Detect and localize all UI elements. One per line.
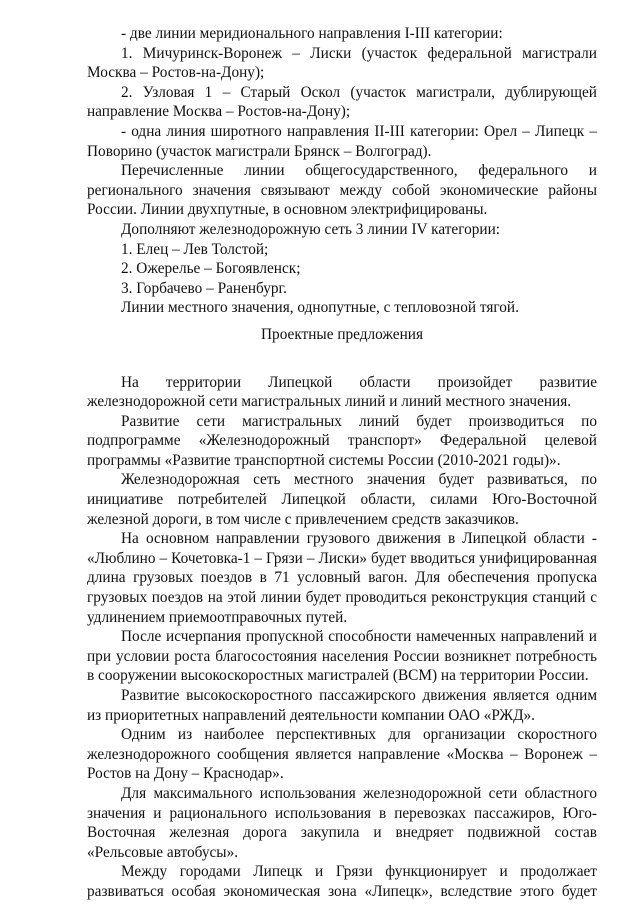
paragraph: Линии местного значения, однопутные, с тепловозной тягой. <box>121 299 519 317</box>
section-heading: Проектные предложения <box>261 325 423 343</box>
paragraph-continued: Между городами Липецк и Грязи функционирует и продолжает развиваться особая экономическая зона «Липецк», вследствие этого будет <box>87 863 597 900</box>
paragraph: Для максимального использования железнодорожной сети областного значения и рационального использования в перевозках пассажиров, Юго-Восточная железная дорога закупила и внедряет подвижной состав «Рельсовые автобусы». <box>87 784 597 861</box>
paragraph: На основном направлении грузового движения в Липецкой области - «Люблино – Кочетовка-1 – Грязи – Лиски» будет вводиться унифицированная длина грузовых поездов в 71 условный вагон. Для обеспечения пропуска грузовых поездов на этой линии будет проводиться реконструкция станций с удлинением приемоотправочных путей. <box>87 530 597 626</box>
paragraph: 2. Узловая 1 – Старый Оскол (участок магистрали, дублирующей направление Москва – Ростов-на-Дону); <box>87 83 597 121</box>
paragraph: 1. Елец – Лев Толстой; <box>121 240 269 258</box>
paragraph: 3. Горбачево – Раненбург. <box>121 279 287 297</box>
paragraph: Перечисленные линии общегосударственного, федерального и регионального значения связывают между собой экономические районы России. Линии двухпутные, в основном электрифицированы. <box>87 162 597 219</box>
paragraph: - две линии меридионального направления I-III категории: <box>121 25 503 42</box>
paragraph: На территории Липецкой области произойдет развитие железнодорожной сети магистральных линий и линий местного значения. <box>87 373 597 411</box>
paragraph: Дополняют железнодорожную сеть 3 линии IV категории: <box>121 220 501 238</box>
paragraph: Одним из наиболее перспективных для организации скоростного железнодорожного сообщения является направление «Москва – Воронеж – Ростов на Дону – Краснодар». <box>87 726 597 783</box>
paragraph: - одна линия широтного направления II-III категории: Орел – Липецк – Поворино (участок магистрали Брянск – Волгоград). <box>87 122 597 160</box>
paragraph: Развитие высокоскоростного пассажирского движения является одним из приоритетных направлений деятельности компании ОАО «РЖД». <box>87 687 597 724</box>
paragraph: 2. Ожерелье – Богоявленск; <box>121 260 301 278</box>
paragraph: После исчерпания пропускной способности намеченных направлений и при условии роста благосостояния населения России возникнет потребность в сооружении высокоскоростных магистралей (ВСМ) на территории России. <box>87 628 597 685</box>
paragraph: Железнодорожная сеть местного значения будет развиваться, по инициативе потребителей Липецкой области, силами Юго-Восточной железной дороги, в том числе с привлечением средств заказчиков. <box>87 471 597 528</box>
paragraph: Развитие сети магистральных линий будет производиться по подпрограмме «Железнодорожный транспорт» Федеральной целевой программы «Развитие транспортной системы России (2010-2021 годы)». <box>87 412 597 469</box>
paragraph: 1. Мичуринск-Воронеж – Лиски (участок федеральной магистрали Москва – Ростов-на-Дону); <box>87 44 597 82</box>
